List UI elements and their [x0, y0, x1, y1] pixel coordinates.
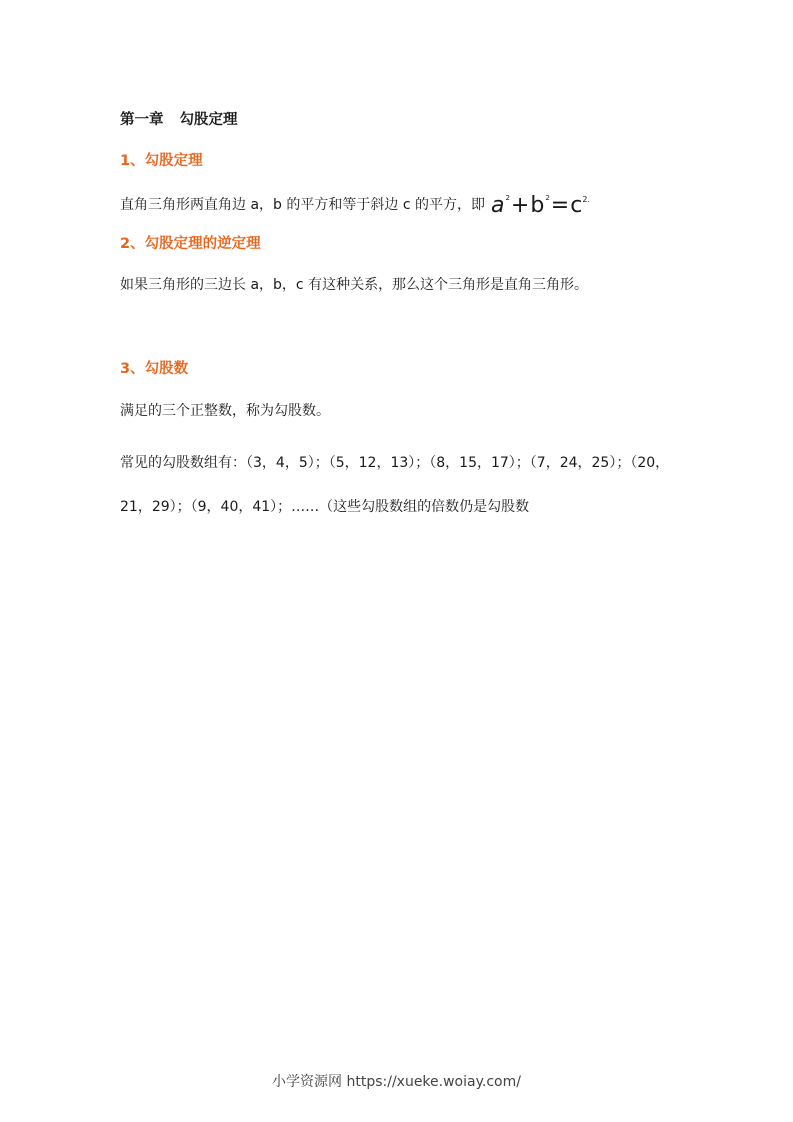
formula-equals: = — [550, 193, 570, 218]
formula-exp-c: 2. — [582, 195, 590, 204]
section-2-heading: 2、勾股定理的逆定理 — [120, 236, 261, 252]
chapter-name: 勾股定理 — [179, 112, 238, 128]
section-3-heading: 3、勾股数 — [120, 361, 189, 377]
formula-plus: + — [510, 193, 530, 218]
section-3-text-2: 常见的勾股数组有：（3，4，5）；（5，12，13）；（8，15，17）；（7，24，25）；（20，21，29）；（9，40，41）；……（这些勾股数组的倍数仍是勾股数 — [120, 455, 670, 515]
formula-a: a — [490, 193, 505, 218]
pythagorean-formula — [491, 193, 590, 218]
footer-source: 小学资源网 https://xueke.woiay.com/ — [272, 1074, 521, 1090]
section-2-text: 如果三角形的三边长 a，b，c 有这种关系，那么这个三角形是直角三角形。 — [120, 277, 589, 293]
section-1-text: 直角三角形两直角边 a，b 的平方和等于斜边 c 的平方，即 — [120, 197, 485, 213]
section-1-heading: 1、勾股定理 — [120, 153, 203, 169]
formula-c: c — [570, 193, 583, 218]
formula-b: b — [530, 193, 545, 218]
chapter-title — [120, 108, 238, 129]
formula-exp-b: 2 — [545, 194, 550, 202]
section-3-text-1: 满足的三个正整数，称为勾股数。 — [120, 403, 330, 419]
formula-exp-a: 2 — [505, 194, 510, 202]
section-1-paragraph — [120, 193, 590, 218]
chapter-number: 第一章 — [120, 112, 164, 128]
